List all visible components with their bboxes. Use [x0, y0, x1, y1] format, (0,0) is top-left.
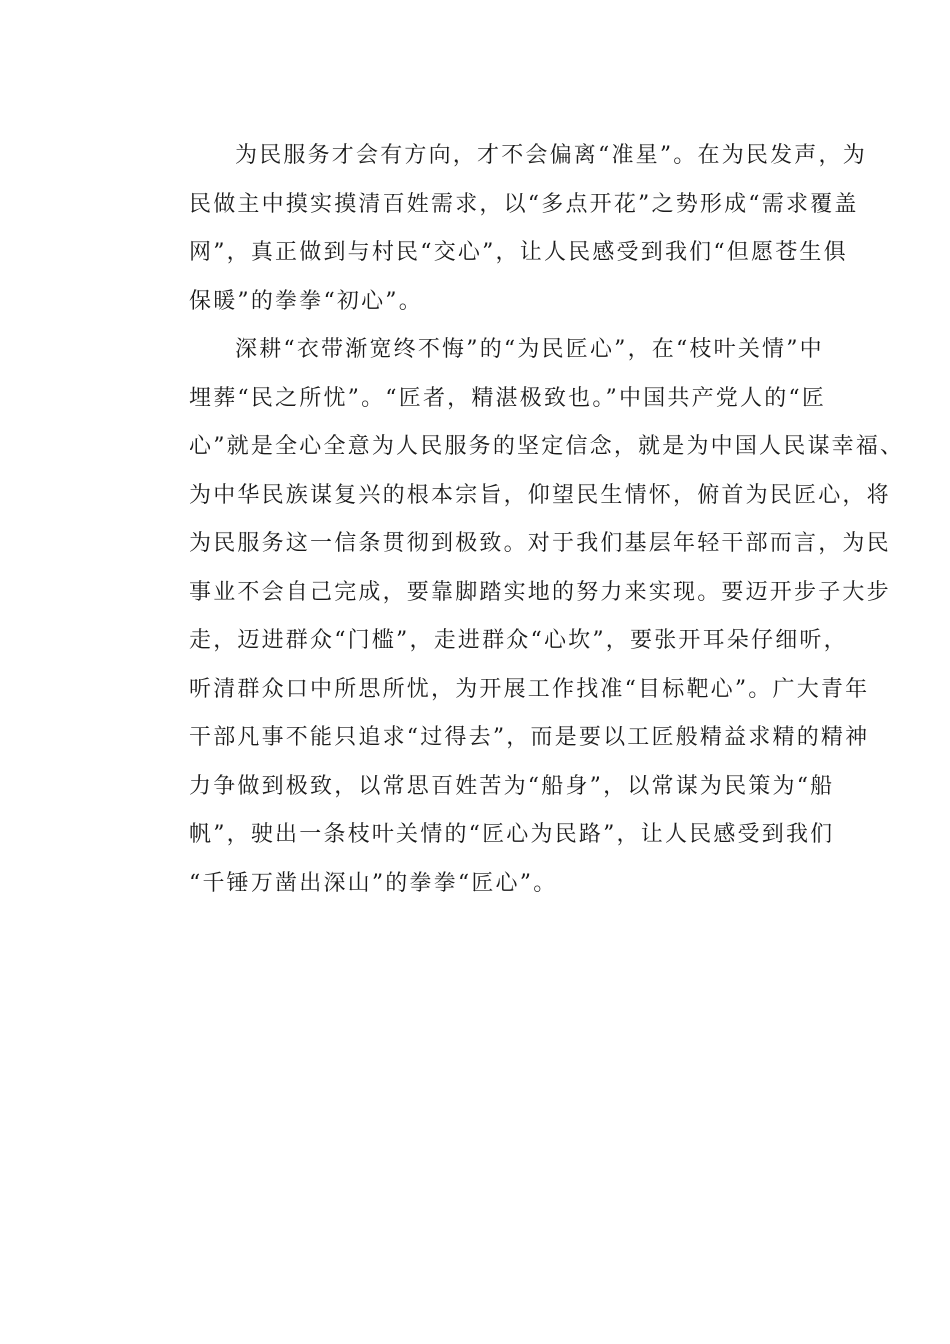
text-line: 深耕“衣带渐宽终不悔”的“为民匠心”，在“枝叶关情”中 [235, 337, 824, 362]
text-line: 为民服务这一信条贯彻到极致。对于我们基层年轻干部而言，为民 [189, 531, 891, 556]
text-line: 帆”，驶出一条枝叶关情的“匠心为民路”，让人民感受到我们 [189, 822, 835, 847]
text-line: 力争做到极致，以常思百姓苦为“船身”，以常谋为民策为“船 [189, 773, 835, 799]
text-line: 民做主中摸实摸清百姓需求，以“多点开花”之势形成“需求覆盖 [189, 191, 859, 217]
text-line: 为民服务才会有方向，才不会偏离“准星”。在为民发声，为 [235, 143, 867, 168]
text-line: “千锤万凿出深山”的拳拳“匠心”。 [189, 870, 558, 896]
text-line: 心”就是全心全意为人民服务的坚定信念，就是为中国人民谋幸福、 [189, 434, 905, 459]
text-line: 埋葬“民之所忧”。“匠者，精湛极致也。”中国共产党人的“匠 [189, 385, 827, 411]
paragraph-2 [145, 326, 905, 908]
text-line: 网”，真正做到与村民“交心”，让人民感受到我们“但愿苍生俱 [189, 240, 848, 265]
text-line: 事业不会自己完成，要靠脚踏实地的努力来实现。要迈开步子大步 [189, 579, 891, 605]
text-line: 为中华民族谋复兴的根本宗旨，仰望民生情怀，俯首为民匠心，将 [189, 482, 891, 508]
text-line: 保暖”的拳拳“初心”。 [189, 288, 423, 314]
text-line: 干部凡事不能只追求“过得去”，而是要以工匠般精益求精的精神 [189, 725, 870, 750]
text-line: 听清群众口中所思所忧，为开展工作找准“目标靶心”。广大青年 [189, 676, 870, 702]
paragraph-1 [145, 132, 867, 326]
document-body [145, 132, 905, 908]
text-line: 走，迈进群众“门槛”，走进群众“心坎”，要张开耳朵仔细听， [189, 628, 848, 653]
